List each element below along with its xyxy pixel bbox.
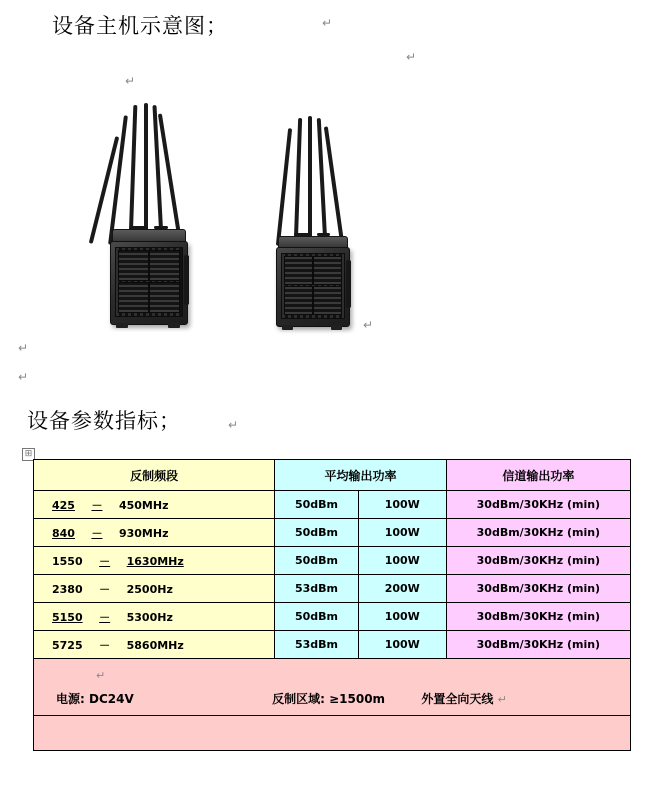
header-average-power: 平均输出功率 bbox=[275, 460, 447, 491]
paragraph-mark: ↵ bbox=[363, 318, 374, 332]
cell-average-power: 50dBm bbox=[275, 519, 359, 547]
table-footer-row-empty bbox=[34, 716, 631, 751]
band-from: 425 bbox=[52, 498, 75, 512]
band-to: 2500Hz bbox=[126, 582, 173, 596]
band-dash: － bbox=[91, 526, 103, 540]
cell-power: 100W bbox=[358, 491, 446, 519]
footer-range: 反制区域: ≥1500m bbox=[272, 692, 386, 706]
paragraph-mark: ↵ bbox=[18, 341, 29, 355]
cell-channel-power: 30dBm/30KHz (min) bbox=[446, 631, 630, 659]
header-band: 反制频段 bbox=[34, 460, 275, 491]
table-row bbox=[34, 603, 631, 631]
paragraph-mark: ↵ bbox=[18, 370, 29, 384]
paragraph-mark: ↵ bbox=[228, 418, 239, 432]
cell-band bbox=[34, 603, 275, 631]
footer-power-supply: 电源: DC24V bbox=[56, 692, 134, 706]
cell-average-power: 53dBm bbox=[275, 631, 359, 659]
band-dash: － bbox=[99, 610, 111, 624]
cell-band bbox=[34, 491, 275, 519]
band-dash: － bbox=[91, 498, 103, 512]
cell-power: 100W bbox=[358, 631, 446, 659]
cell-channel-power: 30dBm/30KHz (min) bbox=[446, 575, 630, 603]
table-move-handle[interactable]: ⊞ bbox=[22, 448, 35, 461]
paragraph-mark: ↵ bbox=[322, 16, 333, 30]
band-dash: － bbox=[99, 582, 111, 596]
table-header-row bbox=[34, 460, 631, 491]
band-dash: － bbox=[99, 554, 111, 568]
footer-specs: ↵ 电源: DC24V 反制区域: ≥1500m 外置全向天线 ↵ bbox=[34, 659, 631, 716]
footer-empty-cell bbox=[34, 716, 631, 751]
cell-average-power: 50dBm bbox=[275, 547, 359, 575]
paragraph-mark: ↵ bbox=[125, 74, 136, 88]
band-from: 840 bbox=[52, 526, 75, 540]
band-to: 1630MHz bbox=[126, 554, 184, 568]
cell-band bbox=[34, 547, 275, 575]
cell-average-power: 50dBm bbox=[275, 491, 359, 519]
device-illustration-right bbox=[258, 110, 373, 325]
cell-channel-power: 30dBm/30KHz (min) bbox=[446, 603, 630, 631]
cell-power: 100W bbox=[358, 547, 446, 575]
band-to: 450MHz bbox=[118, 498, 169, 512]
table-row bbox=[34, 575, 631, 603]
band-to: 5860MHz bbox=[126, 638, 184, 652]
cell-channel-power: 30dBm/30KHz (min) bbox=[446, 519, 630, 547]
band-from: 5150 bbox=[52, 610, 83, 624]
band-from: 5725 bbox=[52, 638, 83, 652]
cell-average-power: 50dBm bbox=[275, 603, 359, 631]
cell-band bbox=[34, 519, 275, 547]
cell-power: 100W bbox=[358, 519, 446, 547]
band-dash: － bbox=[99, 638, 111, 652]
page-title-diagram: 设备主机示意图； bbox=[52, 14, 228, 38]
footer-antenna: 外置全向天线 bbox=[421, 692, 494, 706]
cell-channel-power: 30dBm/30KHz (min) bbox=[446, 491, 630, 519]
header-channel-power: 信道输出功率 bbox=[446, 460, 630, 491]
band-from: 2380 bbox=[52, 582, 83, 596]
table-row bbox=[34, 631, 631, 659]
table-row bbox=[34, 547, 631, 575]
paragraph-mark: ↵ bbox=[406, 50, 417, 64]
table-row bbox=[34, 519, 631, 547]
cell-channel-power: 30dBm/30KHz (min) bbox=[446, 547, 630, 575]
cell-band bbox=[34, 575, 275, 603]
page-title-parameters: 设备参数指标； bbox=[27, 409, 181, 433]
cell-band bbox=[34, 631, 275, 659]
band-to: 930MHz bbox=[118, 526, 169, 540]
cell-power: 200W bbox=[358, 575, 446, 603]
cell-average-power: 53dBm bbox=[275, 575, 359, 603]
table-footer-row bbox=[34, 659, 631, 716]
device-illustration-left bbox=[90, 95, 210, 325]
parameters-table bbox=[33, 459, 631, 751]
band-from: 1550 bbox=[52, 554, 83, 568]
table-row bbox=[34, 491, 631, 519]
band-to: 5300Hz bbox=[126, 610, 173, 624]
cell-power: 100W bbox=[358, 603, 446, 631]
